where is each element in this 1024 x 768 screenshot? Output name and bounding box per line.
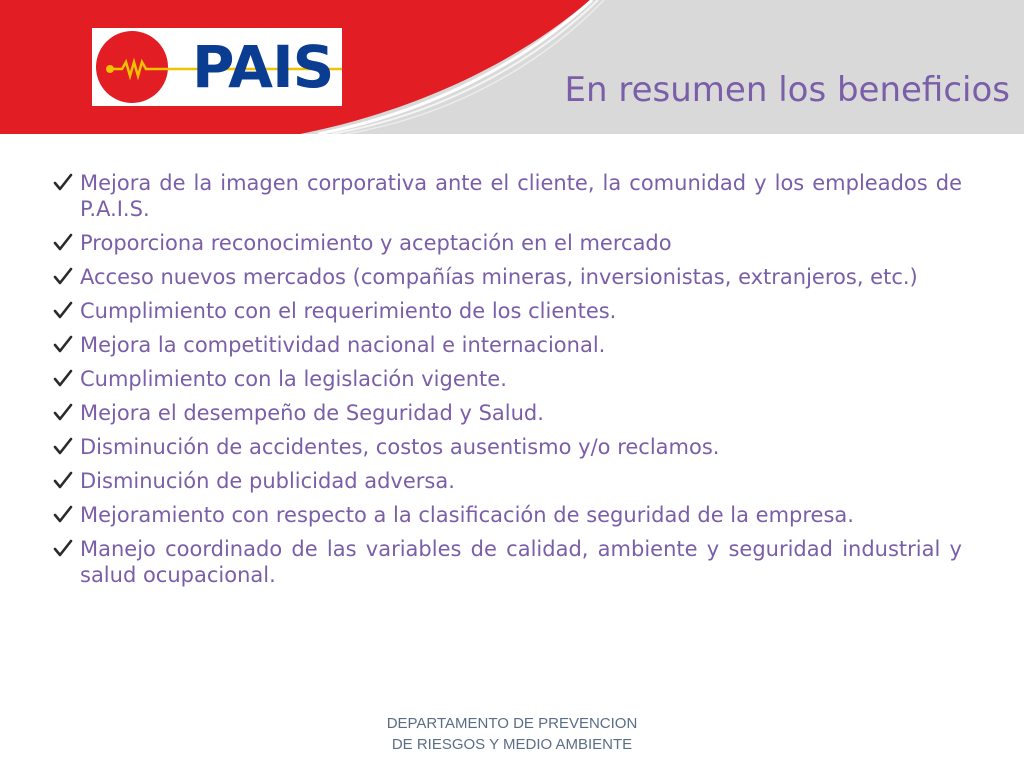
check-icon [52, 470, 74, 492]
list-item-text: Proporciona reconocimiento y aceptación en el mercado [80, 231, 672, 255]
list-item [52, 264, 962, 290]
list-item [52, 536, 962, 588]
check-icon [52, 266, 74, 288]
check-icon [52, 334, 74, 356]
list-item-text: Acceso nuevos mercados (compañías mineras, inversionistas, extranjeros, etc.) [80, 265, 918, 289]
list-item [52, 468, 962, 494]
check-icon [52, 436, 74, 458]
list-item-text: Mejoramiento con respecto a la clasificación de seguridad de la empresa. [80, 503, 854, 527]
page-title: En resumen los beneficios [564, 70, 1010, 110]
list-item-text: Mejora el desempeño de Seguridad y Salud. [80, 401, 544, 425]
list-item [52, 502, 962, 528]
check-icon [52, 368, 74, 390]
logo-text: PAIS [192, 33, 334, 101]
check-icon [52, 504, 74, 526]
footer [362, 713, 662, 755]
list-item [52, 434, 962, 460]
list-item [52, 298, 962, 324]
benefits-list-container [52, 170, 962, 596]
header-banner [0, 0, 1024, 134]
list-item [52, 332, 962, 358]
benefits-list [52, 170, 962, 588]
check-icon [52, 300, 74, 322]
check-icon [52, 538, 74, 560]
pais-logo [92, 28, 342, 106]
list-item-text: Mejora de la imagen corporativa ante el cliente, la comunidad y los empleados de P.A.I.S. [80, 171, 962, 221]
list-item-text: Disminución de accidentes, costos ausentismo y/o reclamos. [80, 435, 720, 459]
list-item [52, 400, 962, 426]
footer-line-2: DE RIESGOS Y MEDIO AMBIENTE [391, 736, 633, 753]
list-item-text: Cumplimiento con el requerimiento de los clientes. [80, 299, 617, 323]
list-item [52, 230, 962, 256]
list-item-text: Manejo coordinado de las variables de calidad, ambiente y seguridad industrial y salud ocupacional. [80, 537, 962, 587]
footer-line-1: DEPARTAMENTO DE PREVENCION [386, 715, 638, 732]
list-item-text: Cumplimiento con la legislación vigente. [80, 367, 507, 391]
check-icon [52, 402, 74, 424]
check-icon [52, 172, 74, 194]
check-icon [52, 232, 74, 254]
list-item-text: Disminución de publicidad adversa. [80, 469, 455, 493]
list-item [52, 170, 962, 222]
list-item-text: Mejora la competitividad nacional e internacional. [80, 333, 606, 357]
list-item [52, 366, 962, 392]
